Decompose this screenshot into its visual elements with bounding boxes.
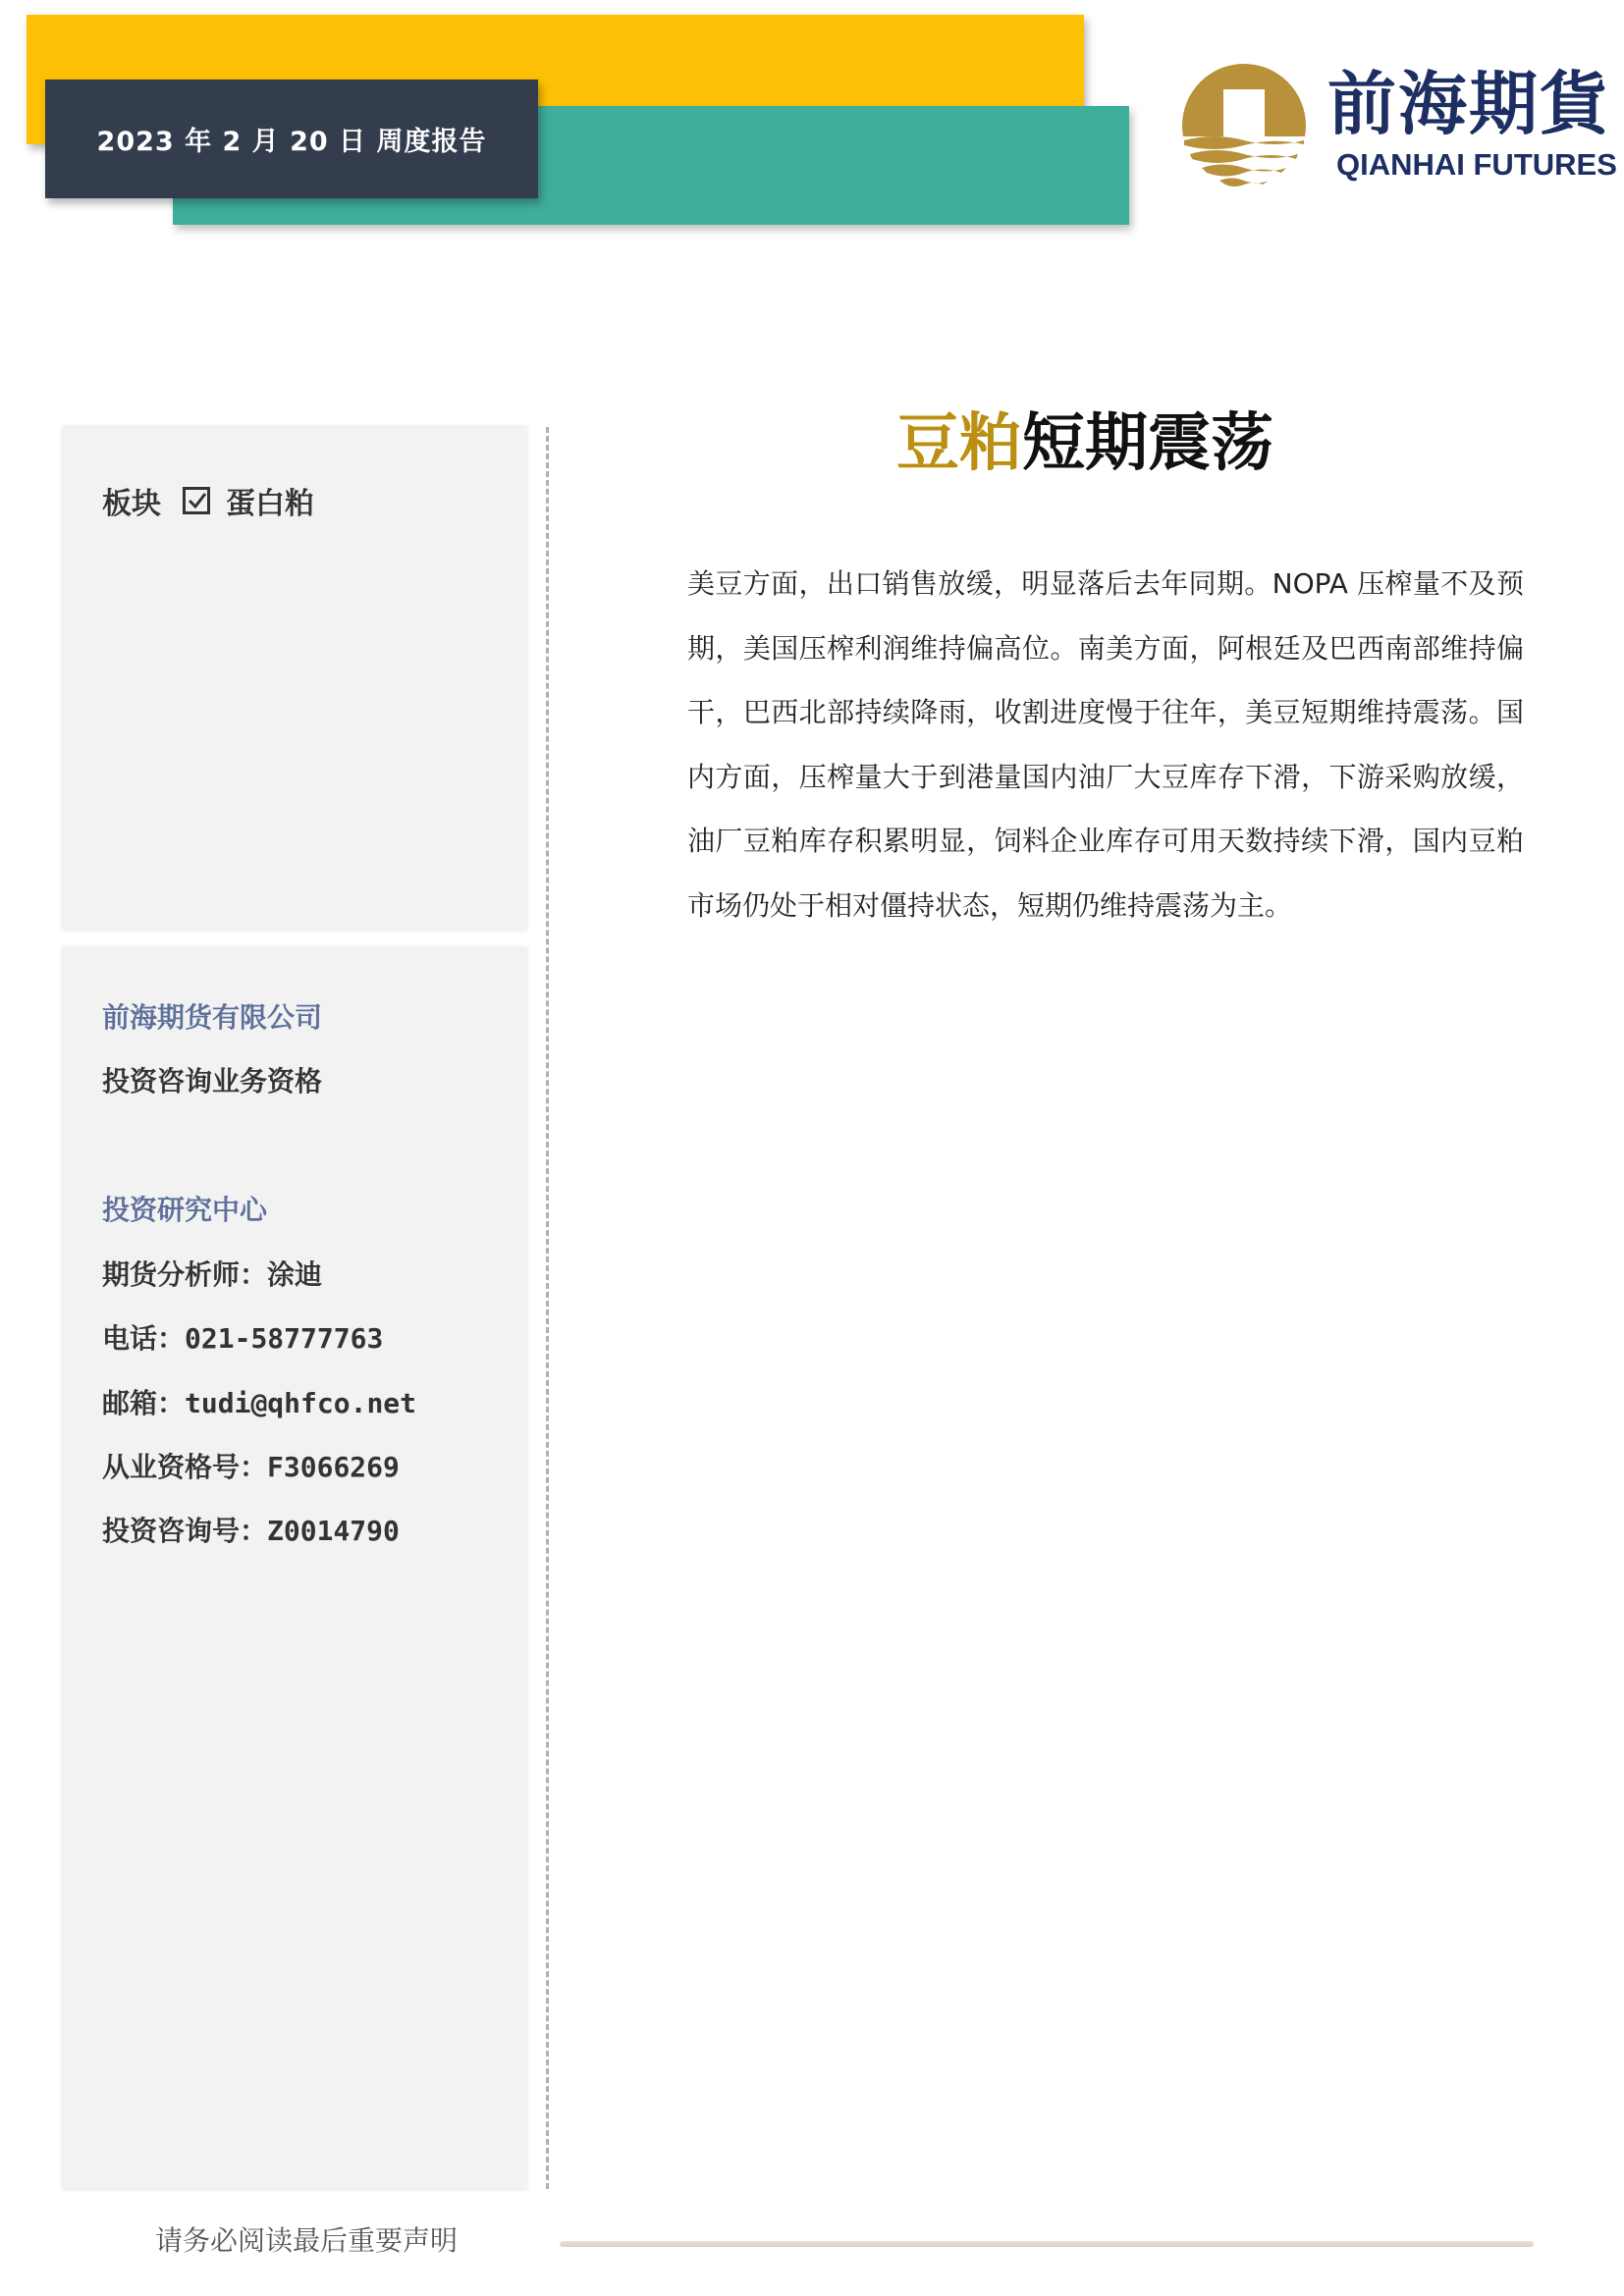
article-body: 美豆方面，出口销售放缓，明显落后去年同期。NOPA 压榨量不及预期，美国压榨利润维持偏高位。南美方面，阿根廷及巴西南部维持偏干，巴西北部持续降雨，收割进度慢于往年，美豆短期维持震荡。国内方面，压榨量大于到港量国内油厂大豆库存下滑，下游采购放缓，油厂豆粕库存积累明显，饲料企业库存可用天数持续下滑，国内豆粕市场仍处于相对僵持状态，短期仍维持震荡为主。	[687, 567, 1524, 922]
sidebar-contact-panel	[63, 948, 526, 2189]
phone-line	[102, 1319, 383, 1359]
checkbox-checked-icon	[183, 487, 210, 514]
logo-name-cn: 前海期貨	[1327, 63, 1610, 144]
footer-rule	[560, 2241, 1534, 2247]
email-line	[102, 1384, 416, 1423]
sector-label: 板块	[102, 487, 161, 521]
title-accent: 豆粕	[896, 407, 1022, 480]
license-line	[102, 1448, 400, 1487]
sector-value: 蛋白粕	[226, 487, 314, 521]
disclaimer-note: 请务必阅读最后重要声明	[155, 2224, 459, 2257]
article-title	[546, 397, 1624, 491]
qianhai-logo-icon	[1180, 62, 1308, 189]
license-number: F3066269	[267, 1451, 400, 1483]
phone-label: 电话：	[102, 1322, 186, 1355]
qualification: 投资咨询业务资格	[102, 1065, 323, 1097]
license-label: 从业资格号：	[102, 1451, 268, 1483]
sector-row	[102, 481, 314, 520]
phone-number: 021-58777763	[185, 1322, 384, 1355]
analyst-name: 涂迪	[267, 1258, 323, 1291]
email-label: 邮箱：	[102, 1387, 186, 1419]
report-date: 2023 年 2 月 20 日 周度报告	[96, 127, 487, 157]
column-divider	[546, 427, 549, 2189]
analyst-label: 期货分析师：	[102, 1258, 268, 1291]
research-center: 投资研究中心	[102, 1194, 268, 1226]
logo-name-en: QIANHAI FUTURES	[1336, 147, 1617, 182]
title-main: 短期震荡	[1022, 407, 1273, 480]
company-name: 前海期货有限公司	[102, 1001, 323, 1034]
advisory-number: Z0014790	[267, 1515, 400, 1547]
advisory-line	[102, 1512, 400, 1551]
analyst-line	[102, 1255, 322, 1295]
email-address[interactable]: tudi@qhfco.net	[185, 1387, 417, 1419]
advisory-label: 投资咨询号：	[102, 1515, 268, 1547]
